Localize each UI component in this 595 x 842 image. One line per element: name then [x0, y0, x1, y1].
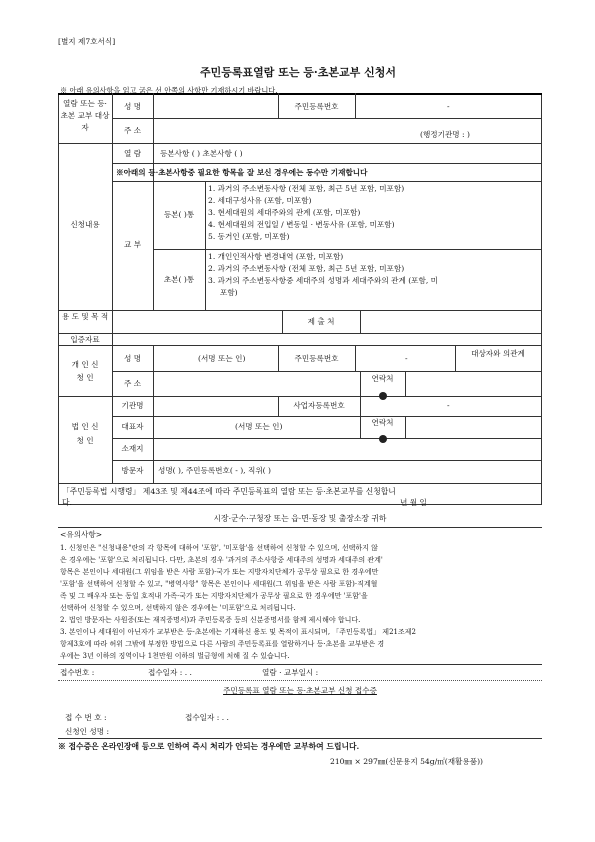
note-line: '포함'을 선택하여 신청할 수 있고, "병역사항" 항목은 본인이나 세대원(그 위임을 받은 사람 포함)·직계혈	[60, 580, 378, 588]
deungbon-copies-label[interactable]: 등본( )통	[163, 210, 195, 219]
slip-applicant-name[interactable]: 신청인 성명 :	[65, 727, 110, 736]
notes-title: <유의사항>	[60, 530, 103, 539]
individual-contact-field[interactable]	[406, 372, 541, 395]
target-address-field[interactable]: (행정기관명 : )	[420, 130, 470, 139]
deungbon-option-list	[208, 184, 404, 242]
location-label: 소재지	[121, 444, 144, 453]
paper-spec: 210㎜ × 297㎜(신문용지 54g/㎡(재활용품))	[330, 757, 483, 766]
individual-name-label: 성 명	[123, 354, 142, 363]
chobon-option-1[interactable]: 1. 개인인적사항 변경내역 (포함, 미포함)	[208, 252, 344, 261]
individual-address-label: 주 소	[123, 379, 142, 388]
receipt-number[interactable]: 접수번호 :	[60, 668, 95, 677]
deungbon-option-4[interactable]: 4. 현세대원의 전입일 / 변동일 · 변동사유 (포함, 미포함)	[208, 220, 395, 229]
individual-signature-field[interactable]: (서명 또는 인)	[198, 354, 246, 363]
submit-to-field[interactable]	[361, 311, 541, 332]
note-line: 1. 신청인은 "신청내용"란의 각 항목에 대하여 '포함', '미포함'을 선택하여 신청할 수 있으며, 선택하지 않	[60, 544, 378, 552]
chobon-option-3[interactable]: 3. 과거의 주소변동사항중 세대주의 성명과 세대주와의 관계 (포함, 미	[208, 276, 438, 285]
declaration-line-2: 다.	[62, 498, 73, 507]
visitor-fields[interactable]: 성명( ), 주민등록번호( - ), 직위( )	[158, 466, 272, 475]
receipt-slip-title: 주민등록표 열람 또는 등·초본교부 신청 접수증	[223, 686, 377, 695]
corporate-applicant-label: 법 인 신 청 인	[71, 422, 99, 445]
view-label: 열 람	[123, 149, 142, 158]
notes-section	[60, 530, 540, 661]
bizno-label: 사업자등록번호	[293, 401, 345, 410]
chobon-option-list	[208, 252, 438, 298]
org-name-label: 기관명	[121, 401, 144, 410]
target-address-label: 주 소	[123, 126, 142, 135]
note-line: 2. 법인 방문자는 사원증(또는 재직증명서)과 주민등록증 등의 신분증명서를 함께 제시해야 합니다.	[60, 616, 361, 624]
target-name-field[interactable]	[154, 95, 276, 117]
representative-label: 대표자	[121, 422, 144, 431]
relation-label: 대상자와 의관계	[471, 349, 525, 358]
location-field[interactable]	[154, 439, 541, 459]
chobon-option-3-cont: 포함)	[220, 288, 238, 297]
note-line: 3. 본인이나 세대원이 아닌자가 교부받은 등·초본에는 기재하신 용도 및 목적이 표시되며, 「주민등록법」 제21조제2	[60, 628, 416, 636]
individual-address-field[interactable]	[154, 372, 359, 395]
target-rrn-field[interactable]: -	[447, 102, 450, 111]
note-line: 우에는 3년 이하의 징역이나 1천만원 이하의 벌금형에 처해 질 수 있습니다.	[60, 652, 290, 660]
application-section-label: 신청내용	[70, 220, 100, 229]
note-line: 항목은 본인이나 세대원(그 위임을 받은 사람 포함)·국가 또는 지방자치단체가 공무상 필요로 한 경우에만	[60, 568, 379, 576]
form-number-tag: [별지 제7호서식]	[58, 37, 116, 46]
slip-receipt-number[interactable]: 접 수 번 호 :	[65, 713, 107, 722]
representative-signature-field[interactable]: (서명 또는 인)	[235, 422, 283, 431]
receipt-date[interactable]: 접수일자 : . .	[148, 668, 192, 677]
declaration-line-1: 「주민등록법 시행령」 제43조 및 제44조에 따라 주민등록표의 열람 또는 등·초본교부를 신청합니	[62, 487, 396, 496]
note-line: 선택하여 신청할 수 있으며, 선택하지 않은 경우에는 '미포함'으로 처리됩니다.	[60, 604, 296, 612]
bizno-field[interactable]: -	[447, 401, 450, 410]
form-title: 주민등록표열람 또는 등·초본교부 신청서	[200, 66, 396, 79]
corporate-contact-field[interactable]	[406, 417, 541, 437]
target-section-label: 열람 또는 등·초본 교부 대상자	[60, 99, 110, 132]
application-date[interactable]: 년 월 일	[400, 498, 427, 507]
evidence-field[interactable]	[113, 334, 541, 344]
view-options[interactable]: 등본사항 ( ) 초본사항 ( )	[160, 149, 243, 158]
phone-icon	[360, 385, 405, 404]
note-line: 족 및 그 배우자 또는 동일 호적내 가족·국가 또는 지방자치단체가 공무상 필요로 한 경우에만 '포함'을	[60, 592, 368, 600]
note-line: 항제3호에 따라 허위 그밖에 부정한 방법으로 다른 사람의 주민등록표를 열람하거나 등·초본을 교부받은 경	[60, 640, 385, 648]
deungbon-option-1[interactable]: 1. 과거의 주소변동사항 (전체 포함, 최근 5년 포함, 미포함)	[208, 184, 405, 193]
target-name-label: 성 명	[123, 102, 142, 111]
selection-instruction: ※아래의 등·초본사항중 필요한 항목을 잘 보신 경우에는 동수만 기재합니다	[116, 168, 368, 177]
individual-rrn-field[interactable]: -	[405, 354, 408, 363]
instruction-notice: ※ 아래 유의사항을 읽고 굵은 선 안쪽의 사항만 기재하시기 바랍니다.	[60, 86, 278, 95]
chobon-option-2[interactable]: 2. 과거의 주소변동사항 (전체 포함, 최근 5년 포함, 미포함)	[208, 264, 405, 273]
deungbon-option-3[interactable]: 3. 현세대원의 세대주와의 관계 (포함, 미포함)	[208, 208, 361, 217]
corporate-contact-label: 연락처	[371, 418, 394, 427]
deungbon-option-2[interactable]: 2. 세대구성사유 (포함, 미포함)	[208, 196, 312, 205]
issue-label: 교 부	[123, 240, 142, 249]
evidence-label: 입증자료	[70, 335, 100, 344]
individual-contact-label: 연락처	[371, 374, 394, 383]
individual-rrn-label: 주민등록번호	[294, 354, 339, 363]
note-line: 은 경우에는 '포함'으로 처리됩니다. 다만, 초본의 경우 '과거의 주소사항중 세대주의 성명과 세대주의 관계'	[60, 556, 383, 564]
slip-receipt-date[interactable]: 접수일자 : . .	[185, 713, 229, 722]
deungbon-option-5[interactable]: 5. 동거인 (포함, 미포함)	[208, 232, 290, 241]
view-issue-datetime[interactable]: 열람 · 교부일시 :	[262, 668, 319, 677]
individual-applicant-label: 개 인 신 청 인	[71, 360, 99, 382]
target-rrn-label: 주민등록번호	[294, 102, 339, 111]
purpose-field[interactable]	[113, 311, 281, 332]
receipt-footer-note: ※ 접수증은 온라인장애 등으로 인하여 즉시 처리가 안되는 경우에만 교부하여 드립니다.	[58, 742, 360, 751]
addressee: 시장·군수·구청장 또는 읍·면·동장 및 출장소장 귀하	[213, 514, 387, 523]
submit-to-label: 제 출 처	[307, 317, 335, 326]
purpose-label: 용 도 및 목 적	[61, 312, 109, 321]
visitor-label: 방문자	[121, 466, 144, 475]
chobon-copies-label[interactable]: 초본( )통	[163, 275, 195, 284]
org-name-field[interactable]	[154, 397, 277, 415]
